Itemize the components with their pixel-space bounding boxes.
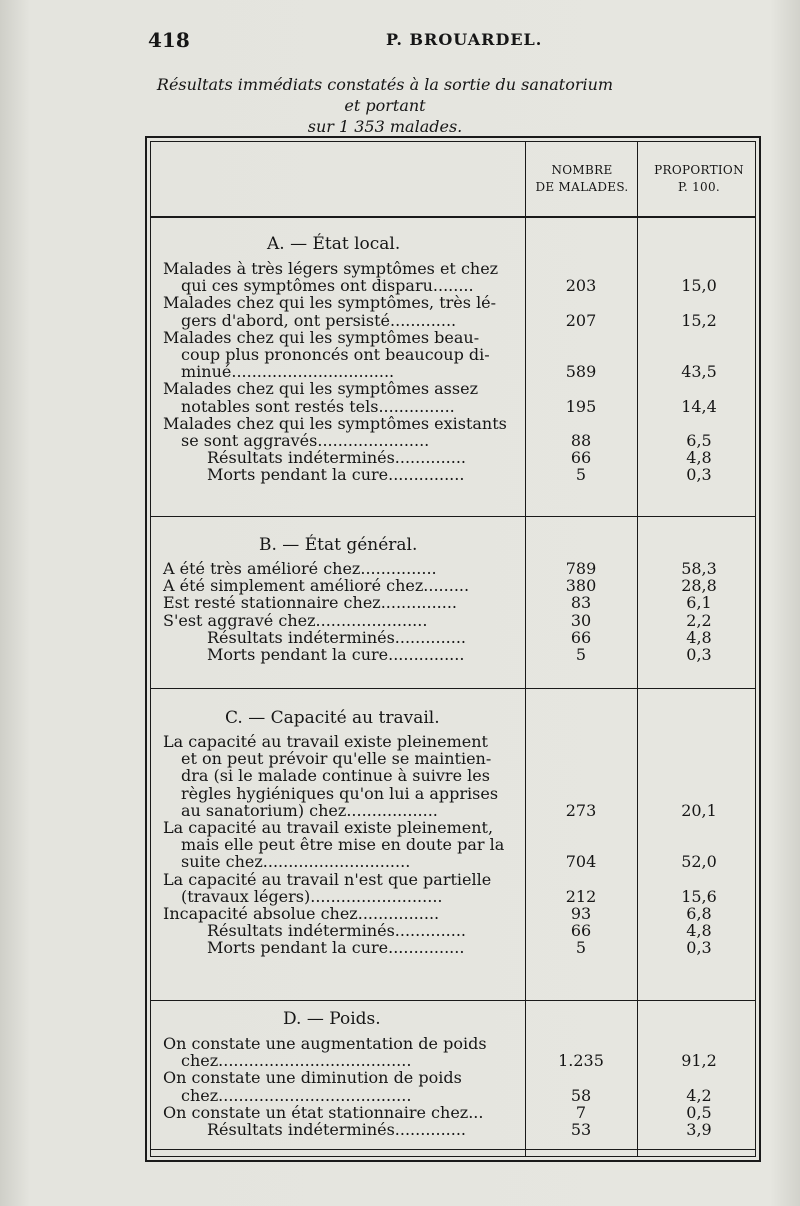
nombre-value: 704	[565, 852, 597, 872]
nombre-value: 66	[570, 921, 592, 941]
row-label-line: Malades chez qui les symptômes beau-	[163, 327, 480, 347]
nombre-value: 273	[565, 800, 597, 820]
nombre-value: 207	[565, 310, 597, 330]
table-row	[151, 1104, 759, 1121]
nombre-value: 58	[570, 1085, 592, 1105]
proportion-value: 28,8	[681, 576, 717, 596]
caption-line-2: sur 1 353 malades.	[307, 117, 463, 136]
row-label-line: Malades chez qui les symptômes existants	[163, 413, 507, 433]
row-label-line: dra (si le malade continue à suivre les	[181, 766, 490, 786]
nombre-value: 83	[570, 593, 592, 613]
table-row	[151, 260, 759, 294]
proportion-value: 0,5	[686, 1102, 712, 1122]
table-row	[151, 294, 759, 328]
nombre-value: 5	[575, 938, 587, 958]
table-row	[151, 329, 759, 381]
row-label-line: A été très amélioré chez...............	[163, 559, 437, 578]
bottom-rule	[151, 1149, 755, 1150]
section-title-b: B. — État général.	[259, 535, 418, 555]
table-row	[151, 415, 759, 449]
header-proportion: PROPORTION P. 100.	[654, 163, 744, 194]
proportion-value: 43,5	[681, 362, 717, 382]
section-title-a: A. — État local.	[267, 234, 401, 254]
nombre-value: 66	[570, 627, 592, 647]
row-label-line: minué................................	[181, 362, 395, 382]
table-row	[151, 466, 759, 483]
section-rule-d	[151, 1000, 755, 1001]
table-row	[151, 380, 759, 414]
nombre-value: 66	[570, 448, 592, 468]
table-row	[151, 449, 759, 466]
table-row	[151, 594, 759, 611]
table-row	[151, 922, 759, 939]
table-row	[151, 819, 759, 871]
table-row	[151, 560, 759, 577]
table-row	[151, 629, 759, 646]
proportion-value: 2,2	[686, 610, 712, 630]
nombre-value: 212	[565, 886, 597, 906]
proportion-value: 4,8	[686, 921, 712, 941]
section-title-c: C. — Capacité au travail.	[225, 708, 440, 728]
nombre-value: 88	[570, 430, 592, 450]
table-row	[151, 939, 759, 956]
row-label-line: La capacité au travail n'est que partielle	[163, 869, 492, 889]
table-row	[151, 1069, 759, 1103]
row-label-line: Malades chez qui les symptômes assez	[163, 379, 478, 399]
row-label-line: chez......................................	[181, 1085, 412, 1105]
row-label-line: Malades chez qui les symptômes, très lé-	[163, 293, 497, 313]
proportion-value: 0,3	[686, 465, 712, 485]
caption-line-1: Résultats immédiats constatés à la sortie du sanatorium et portant	[156, 75, 614, 115]
row-label-line: Morts pendant la cure...............	[207, 465, 465, 485]
row-label-line: On constate une augmentation de poids	[163, 1034, 487, 1053]
nombre-value: 7	[575, 1102, 587, 1122]
proportion-value: 4,8	[686, 627, 712, 647]
table-row	[151, 1121, 759, 1138]
page-header	[148, 28, 730, 56]
table-row	[151, 733, 759, 819]
proportion-value: 58,3	[681, 559, 717, 578]
row-label-line: au sanatorium) chez..................	[181, 800, 438, 820]
nombre-value: 589	[565, 362, 597, 382]
row-label-line: notables sont restés tels...............	[181, 396, 455, 416]
proportion-value: 6,1	[686, 593, 712, 613]
section-rule-b	[151, 516, 755, 517]
section-rule-c	[151, 688, 755, 689]
row-label-line: coup plus prononcés ont beaucoup di-	[181, 344, 490, 364]
row-label-line: Morts pendant la cure...............	[207, 938, 465, 958]
row-label-line: et on peut prévoir qu'elle se maintien-	[181, 749, 492, 769]
proportion-value: 0,3	[686, 938, 712, 958]
proportion-value: 3,9	[686, 1120, 712, 1139]
header-rule	[151, 216, 755, 218]
row-label-line: qui ces symptômes ont disparu........	[181, 276, 474, 296]
row-label-line: Résultats indéterminés..............	[207, 921, 466, 941]
row-label-line: mais elle peut être mise en doute par la	[181, 835, 505, 855]
nombre-value: 5	[575, 465, 587, 485]
results-table-body	[150, 141, 756, 1157]
proportion-value: 6,8	[686, 904, 712, 923]
row-label-line: (travaux légers)..........................	[181, 886, 443, 906]
nombre-value: 195	[565, 396, 597, 416]
table-row	[151, 1035, 759, 1069]
row-label-line: On constate un état stationnaire chez...	[163, 1102, 484, 1122]
row-label-line: se sont aggravés......................	[181, 430, 430, 450]
table-row	[151, 646, 759, 663]
nombre-value: 53	[570, 1120, 592, 1139]
page-number: 418	[148, 28, 190, 52]
row-label-line: Résultats indéterminés..............	[207, 627, 466, 647]
nombre-value: 1.235	[558, 1051, 604, 1071]
proportion-value: 91,2	[681, 1051, 717, 1071]
row-label-line: Résultats indéterminés..............	[207, 1120, 466, 1139]
proportion-value: 14,4	[681, 396, 717, 416]
row-label-line: Morts pendant la cure...............	[207, 645, 465, 664]
row-label-line: règles hygiéniques qu'on lui a apprises	[181, 783, 499, 803]
nombre-value: 203	[565, 276, 597, 296]
proportion-value: 15,2	[681, 310, 717, 330]
row-label-line: La capacité au travail existe pleinement	[163, 732, 488, 751]
nombre-value: 380	[565, 576, 597, 596]
row-label-line: S'est aggravé chez......................	[163, 610, 428, 630]
table-row	[151, 871, 759, 905]
row-label-line: suite chez.............................	[181, 852, 411, 872]
proportion-value: 0,3	[686, 645, 712, 664]
proportion-value: 15,0	[681, 276, 717, 296]
table-caption	[150, 74, 620, 137]
row-label-line: A été simplement amélioré chez.........	[163, 576, 470, 596]
nombre-value: 93	[570, 904, 592, 923]
row-label-line: Résultats indéterminés..............	[207, 448, 466, 468]
row-label-line: Incapacité absolue chez................	[163, 904, 440, 923]
proportion-value: 4,2	[686, 1085, 712, 1105]
proportion-value: 20,1	[681, 800, 717, 820]
row-label-line: Est resté stationnaire chez...............	[163, 593, 457, 613]
table-row	[151, 612, 759, 629]
nombre-value: 5	[575, 645, 587, 664]
proportion-value: 6,5	[686, 430, 712, 450]
table-row	[151, 905, 759, 922]
row-label-line: gers d'abord, ont persisté.............	[181, 310, 457, 330]
section-title-d: D. — Poids.	[283, 1009, 381, 1029]
row-label-line: chez......................................	[181, 1051, 412, 1071]
table-row	[151, 577, 759, 594]
running-head-author: P. BROUARDEL.	[386, 30, 543, 49]
row-label-line: La capacité au travail existe pleinement,	[163, 818, 494, 837]
row-label-line: Malades à très légers symptômes et chez	[163, 259, 499, 278]
header-nombre: NOMBRE DE MALADES.	[535, 163, 629, 194]
nombre-value: 789	[565, 559, 597, 578]
nombre-value: 30	[570, 610, 592, 630]
row-label-line: On constate une diminution de poids	[163, 1068, 462, 1088]
results-table	[145, 136, 761, 1162]
proportion-value: 15,6	[681, 886, 717, 906]
proportion-value: 52,0	[681, 852, 717, 872]
proportion-value: 4,8	[686, 448, 712, 468]
